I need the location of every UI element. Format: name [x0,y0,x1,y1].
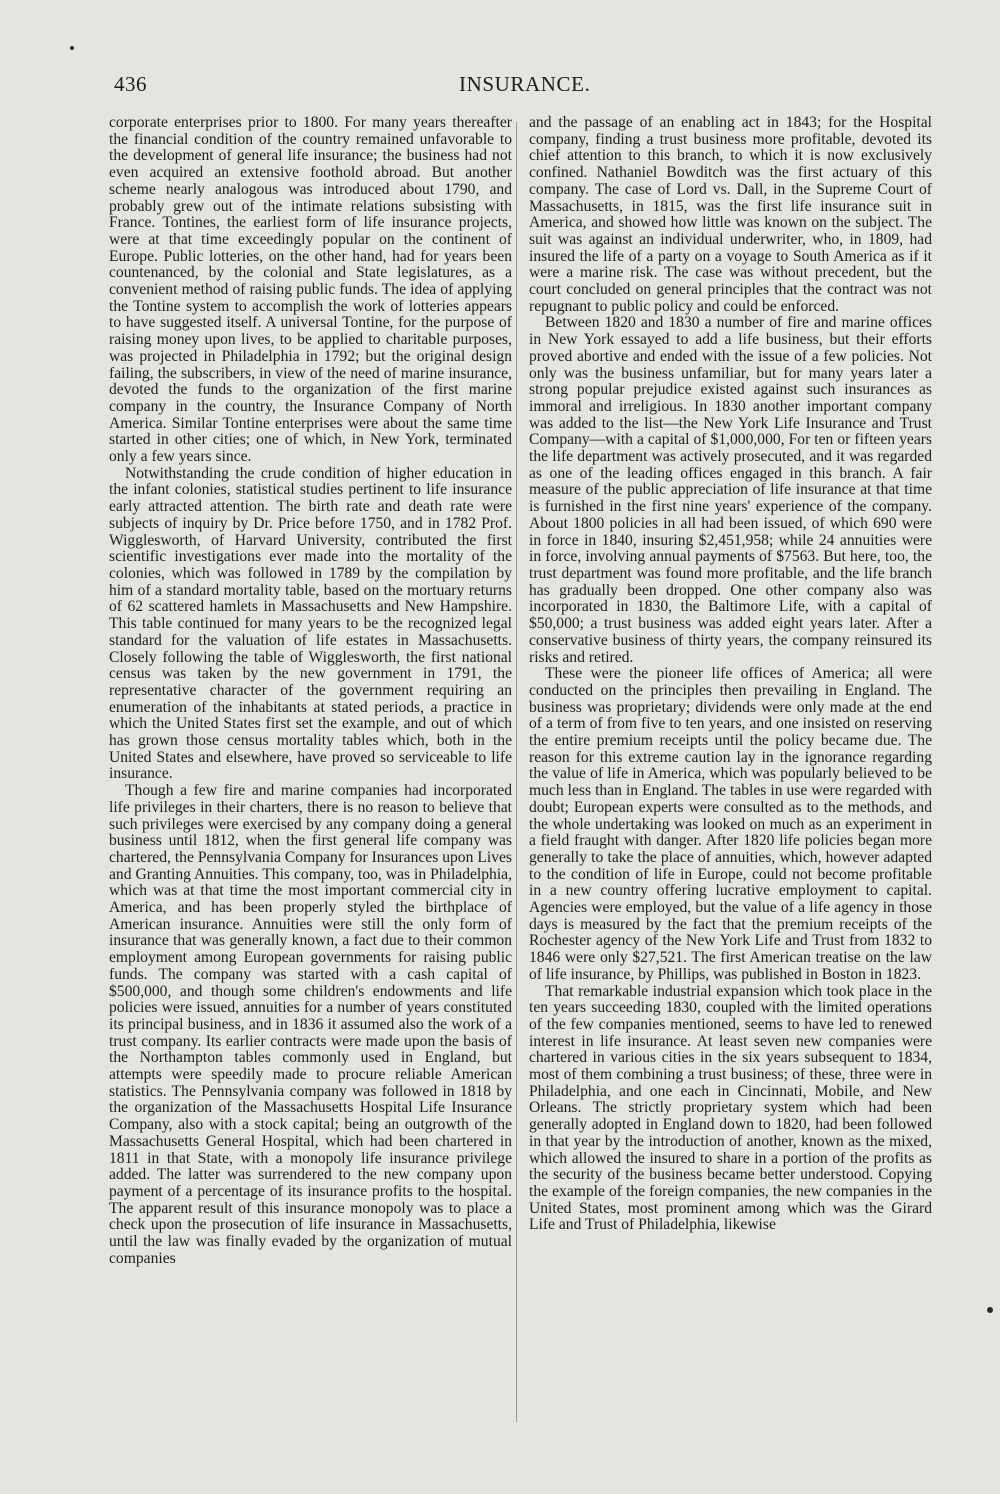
ink-speck [70,46,74,50]
paragraph: Notwithstanding the crude condition of higher education in the infant colonies, statistical studies pertinent to life insurance early attracted attention. The birth rate and death rate were subjects of inquiry by Dr. Price before 1750, and in 1782 Prof. Wigglesworth, of Harvard University, contributed the first scientific investigations ever made into the mortality of the colonies, which was followed in 1789 by the compilation by him of a standard mortality table, based on the mortuary returns of 62 scattered hamlets in Massachusetts and New Hampshire. This table continued for many years to be the recognized legal standard for the valuation of life estates in Massachusetts. Closely following the table of Wigglesworth, the first national census was taken by the new government in 1791, the representative character of the government requiring an enumeration of the inhabitants at stated periods, a practice in which the United States first set the example, and out of which has grown those census mortality tables which, both in the United States and elsewhere, have proved so serviceable to life insurance. [109,464,512,783]
paragraph: corporate enterprises prior to 1800. For many years thereafter the financial condition of the country remained unfavorable to the development of general life insurance; the business had not even acquired an extensive foothold abroad. But another scheme nearly analogous was introduced about 1790, and probably grew out of the intimate relations subsisting with France. Tontines, the earliest form of life insurance projects, were at that time exceedingly popular on the continent of Europe. Public lotteries, on the other hand, had for years been countenanced, by the colonial and State legislatures, as a convenient method of raising public funds. The idea of applying the Tontine system to accomplish the work of lotteries appears to have suggested itself. A universal Tontine, for the purpose of raising money upon lives, to be applied to charitable purposes, was projected in Philadelphia in 1792; but the original design failing, the subscribers, in view of the need of marine insurance, devoted the funds to the organization of the first marine company in the country, the Insurance Company of North America. Similar Tontine enterprises were about the same time started in other cities; one of which, in New York, terminated only a few years since. [109,114,512,466]
paragraph: Between 1820 and 1830 a number of fire and marine offices in New York essayed to add a life business, but their efforts proved abortive and ended with the issue of a few policies. Not only was the business unfamiliar, but for many years later a strong popular prejudice existed against such insurances as immoral and irreligious. In 1830 another important company was added to the list—the New York Life Insurance and Trust Company—with a capital of $1,000,000, For ten or fifteen years the life department was actively prosecuted, and it was regarded as one of the leading offices engaged in this branch. A fair measure of the public appreciation of life insurance at that time is furnished in the first nine years' experience of the company. About 1800 policies in all had been issued, of which 690 were in force in 1840, insuring $2,451,958; while 24 annuities were in force, involving annual payments of $7563. But here, too, the trust department was found more profitable, and the life branch has gradually been dropped. One other company also was incorporated in 1830, the Baltimore Life, with a capital of $50,000; a trust business was added eight years later. After a conservative business of thirty years, the company reinsured its risks and retired. [529,314,932,666]
left-column [109,115,512,1268]
running-head: INSURANCE. [459,72,591,96]
paragraph: and the passage of an enabling act in 1843; for the Hospital company, finding a trust business more profitable, devoted its chief attention to this branch, to which it is now exclusively confined. Nathaniel Bowditch was the first actuary of this company. The case of Lord vs. Dall, in the Supreme Court of Massachusetts, in 1815, was the first life insurance suit in America, and showed how little was known on the subject. The suit was against an individual underwriter, who, in 1809, had insured the life of a party on a voyage to South America as if it were a marine risk. The case was without precedent, but the court concluded on general principles that the contract was not repugnant to public policy and could be enforced. [529,114,932,315]
page-header [114,72,934,100]
column-divider [516,122,517,1422]
paragraph: These were the pioneer life offices of America; all were conducted on the principles then prevailing in England. The business was proprietary; dividends were only made at the end of a term of from five to ten years, and one insisted on reserving the entire premium receipts until the policy became due. The reason for this extreme caution lay in the ignorance regarding the value of life in America, which was popularly believed to be much less than in England. The tables in use were regarded with doubt; European experts were consulted as to the methods, and the whole undertaking was looked on much as an experiment in a field fraught with danger. After 1820 life policies began more generally to take the place of annuities, which, however adapted to the condition of life in Europe, could not become profitable in a new country offering lucrative employment to capital. Agencies were employed, but the value of a life agency in those days is measured by the fact that the premium receipts of the Rochester agency of the New York Life and Trust from 1832 to 1846 were only $27,521. The first American treatise on the law of life insurance, by Phillips, was published in Boston in 1823. [529,665,932,983]
right-column [529,115,932,1234]
ink-speck [987,1307,993,1313]
page-number: 436 [114,72,147,96]
paragraph: Though a few fire and marine companies had incorporated life privileges in their charters, there is no reason to believe that such privileges were exercised by any company doing a general business until 1812, when the first general life company was chartered, the Pennsylvania Company for Insurances upon Lives and Granting Annuities. This company, too, was in Philadelphia, which was at that time the most important commercial city in America, and has been properly styled the birthplace of American insurance. Annuities were still the only form of insurance that was generally known, a fact due to their common employment among European governments for raising public funds. The company was started with a cash capital of $500,000, and though some children's endowments and life policies were issued, annuities for a number of years constituted its principal business, and in 1836 it assumed also the work of a trust company. Its earlier contracts were made upon the basis of the Northampton tables commonly used in England, but attempts were speedily made to procure reliable American statistics. The Pennsylvania company was followed in 1818 by the organization of the Massachusetts Hospital Life Insurance Company, also with a stock capital; being an outgrowth of the Massachusetts General Hospital, which had been chartered in 1811 in that State, with a monopoly life insurance privilege added. The latter was surrendered to the new company upon payment of a percentage of its insurance profits to the hospital. The apparent result of this insurance monopoly was to place a check upon the prosecution of life insurance in Massachusetts, until the law was finally evaded by the organization of mutual companies [109,782,512,1267]
paragraph: That remarkable industrial expansion which took place in the ten years succeeding 1830, coupled with the limited operations of the few companies mentioned, seems to have led to renewed interest in life insurance. At least seven new companies were chartered in various cities in the six years subsequent to 1834, most of them combining a trust business; of these, three were in Philadelphia, and one each in Cincinnati, Mobile, and New Orleans. The strictly proprietary system which had been generally adopted in England down to 1820, had been followed in that year by the introduction of another, known as the mixed, which allowed the insured to share in a portion of the profits as the security of the business became better understood. Copying the example of the foreign companies, the new companies in the United States, most prominent among which was the Girard Life and Trust of Philadelphia, likewise [529,982,932,1234]
